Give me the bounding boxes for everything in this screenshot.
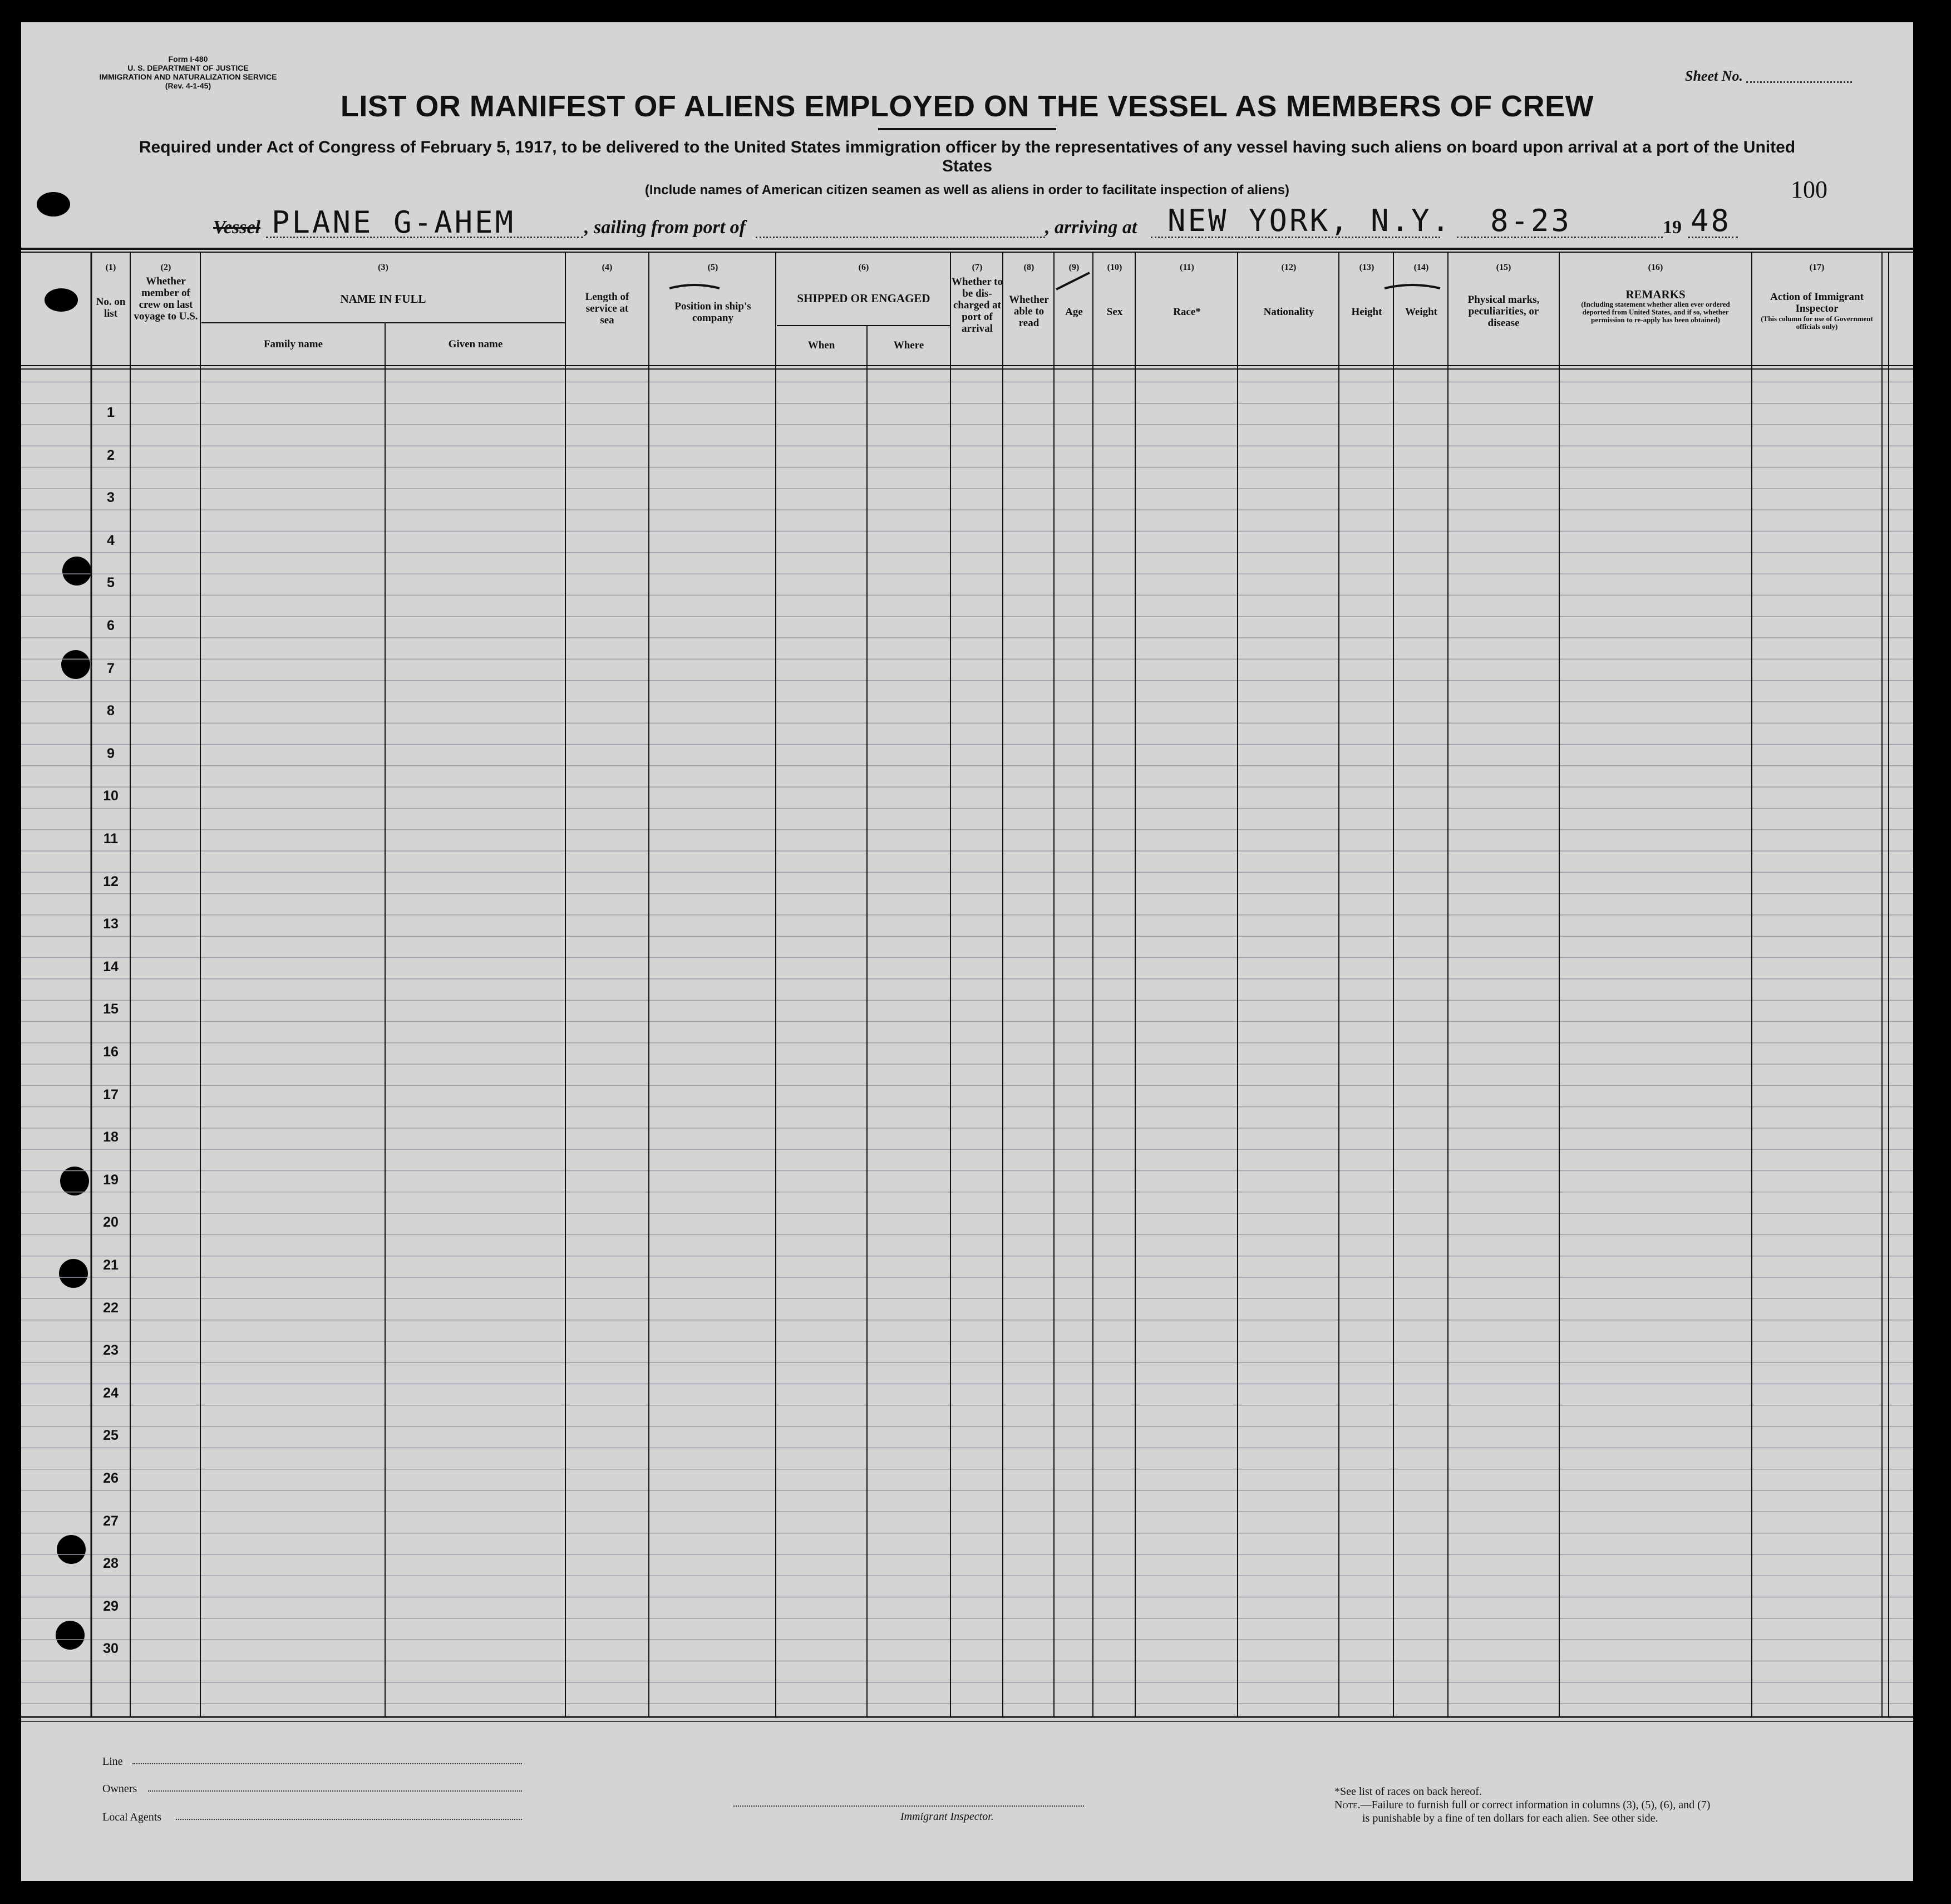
form-number: Form I-480 [168, 55, 208, 63]
col-17-detail: (This column for use of Government officials only) [1761, 314, 1873, 331]
row-number: 9 [107, 745, 115, 761]
local-agents-field[interactable] [176, 1819, 522, 1820]
col-12-label: Nationality [1263, 306, 1314, 318]
arriving-at-field[interactable]: NEW YORK, N.Y. [1167, 203, 1452, 238]
col-8-label: Whether able to read [1009, 294, 1049, 329]
line-field[interactable] [132, 1763, 522, 1764]
col-10-label: Sex [1106, 306, 1123, 318]
form-revision: (Rev. 4-1-45) [165, 81, 211, 90]
col-6-label: SHIPPED OR ENGAGED [797, 292, 930, 305]
col-15-number: (15) [1496, 263, 1511, 272]
col-15-label: Physical marks, peculiarities, or disease [1467, 294, 1540, 329]
col-17-number: (17) [1809, 263, 1825, 272]
note-label: Note. [1334, 1799, 1361, 1811]
col-4-number: (4) [602, 263, 613, 272]
row-number: 20 [103, 1214, 119, 1231]
races-note: *See list of races on back hereof. [1334, 1785, 1482, 1798]
col-5-label: Position in ship's company [674, 301, 751, 324]
row-number: 5 [107, 575, 115, 591]
row-number: 23 [103, 1342, 119, 1359]
row-number: 25 [103, 1428, 119, 1444]
row-number: 21 [103, 1257, 119, 1273]
row-number: 30 [103, 1641, 119, 1657]
col-9-label: Age [1065, 306, 1083, 318]
penalty-note [1334, 1798, 1710, 1812]
col-2-number: (2) [160, 263, 171, 272]
local-agents-label: Local Agents [102, 1811, 162, 1823]
col-10-number: (10) [1107, 263, 1122, 272]
vessel-name-field[interactable]: PLANE G-AHEM [272, 205, 516, 240]
col-13-number: (13) [1359, 263, 1374, 272]
col-9-number: (9) [1068, 263, 1080, 272]
vessel-label: Vessel [213, 217, 260, 238]
arrival-date-field[interactable]: 8-23 [1490, 203, 1572, 238]
col-7-number: (7) [972, 263, 983, 272]
row-number: 16 [103, 1044, 119, 1060]
year-field[interactable]: 48 [1691, 203, 1732, 238]
col-11-label: Race* [1173, 306, 1201, 318]
row-number: 13 [103, 916, 119, 932]
row-number: 12 [103, 873, 119, 889]
family-name-header: Family name [263, 338, 323, 350]
col-2-label: Whether member of crew on last voyage to U.S. [134, 275, 198, 322]
note-text: —Failure to furnish full or correct information in columns (3), (5), (6), and (7) [1360, 1799, 1711, 1811]
col-6-number: (6) [858, 263, 869, 272]
col-3-number: (3) [378, 263, 388, 272]
line-label: Line [102, 1755, 123, 1768]
col-8-number: (8) [1023, 263, 1034, 272]
row-number: 26 [103, 1470, 119, 1486]
pen-mark-sex [1056, 273, 1090, 289]
col-12-number: (12) [1281, 263, 1297, 272]
row-number: 15 [103, 1001, 119, 1017]
legal-requirement-text: Required under Act of Congress of February 5, 1917, to be delivered to the United States immigration officer by the representatives of any vessel having such aliens on board upon arrival at a port of the United States [139, 138, 1796, 175]
row-ruling [21, 382, 1913, 1704]
department-name: U. S. DEPARTMENT OF JUSTICE [127, 63, 249, 72]
row-number: 1 [107, 405, 115, 420]
row-number: 27 [103, 1513, 119, 1529]
inspector-label: Immigrant Inspector. [900, 1810, 994, 1823]
row-number: 22 [103, 1300, 119, 1316]
owners-label: Owners [102, 1783, 137, 1795]
pen-mark-position [669, 285, 720, 288]
col-14-number: (14) [1413, 263, 1429, 272]
given-name-header: Given name [448, 338, 503, 350]
col-14-label: Weight [1405, 306, 1438, 318]
col-17-label: Action of Immigrant Inspector [1770, 291, 1864, 314]
col-7-label: Whether to be dis-charged at port of arrival [952, 276, 1003, 334]
col-13-label: Height [1351, 306, 1382, 318]
page-number: 100 [1791, 176, 1827, 203]
row-number: 8 [107, 703, 115, 719]
row-number: 2 [107, 447, 115, 463]
page-title: LIST OR MANIFEST OF ALIENS EMPLOYED ON THE VESSEL AS MEMBERS OF CREW [340, 90, 1594, 123]
arriving-at-label: , arriving at [1045, 217, 1137, 238]
inspector-signature-field[interactable] [733, 1805, 1084, 1807]
sailing-from-label: , sailing from port of [584, 217, 746, 238]
where-header: Where [893, 340, 924, 351]
row-number: 24 [103, 1385, 119, 1401]
col-1-number: (1) [105, 263, 116, 272]
when-header: When [807, 340, 835, 351]
service-name: IMMIGRATION AND NATURALIZATION SERVICE [99, 72, 277, 81]
row-number: 3 [107, 490, 115, 506]
row-number: 4 [107, 532, 115, 548]
column-dividers [91, 252, 1889, 1717]
row-number: 6 [107, 618, 115, 633]
sheet-number-label: Sheet No. [1685, 68, 1743, 84]
penalty-note-continued: is punishable by a fine of ten dollars for each alien. See other side. [1362, 1812, 1658, 1824]
row-number: 18 [103, 1129, 119, 1145]
col-16-detail: (Including statement whether alien ever ordered deported from United States, and if so, whether permission to re-apply has been obtained) [1581, 300, 1730, 324]
row-number: 11 [103, 831, 119, 847]
row-number: 17 [103, 1086, 119, 1103]
table-borders [21, 249, 1913, 1721]
manifest-sheet [21, 22, 1913, 1881]
col-11-number: (11) [1180, 263, 1194, 272]
col-1-label: No. on list [96, 296, 126, 319]
row-number: 10 [103, 788, 119, 804]
col-4-label: Length of service at sea [585, 291, 629, 326]
year-prefix: 19 [1663, 217, 1682, 238]
col-16-label: REMARKS [1625, 288, 1686, 301]
row-number: 7 [107, 660, 115, 676]
col-3-label: NAME IN FULL [340, 292, 426, 306]
row-number: 14 [103, 958, 119, 975]
col-16-number: (16) [1648, 263, 1663, 272]
row-number: 28 [103, 1556, 119, 1572]
row-number: 29 [103, 1598, 119, 1614]
include-note: (Include names of American citizen seamen as well as aliens in order to facilitate inspection of aliens) [644, 183, 1290, 198]
owners-field[interactable] [148, 1790, 522, 1792]
col-5-number: (5) [707, 263, 718, 272]
row-number: 19 [103, 1172, 119, 1188]
